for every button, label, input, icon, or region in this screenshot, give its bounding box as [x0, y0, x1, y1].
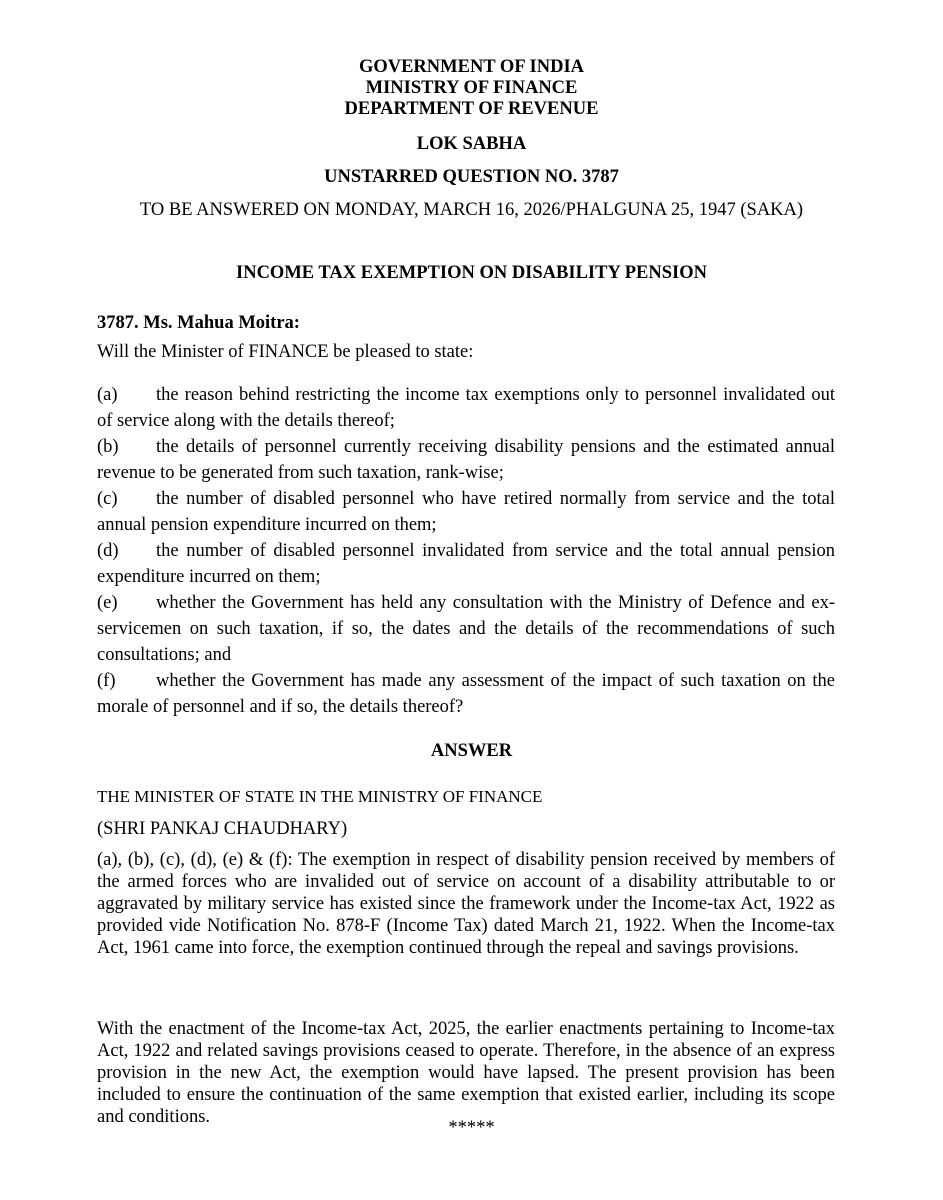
- question-item-text: the number of disabled personnel invalidated from service and the total annual pension expenditure incurred on them;: [97, 541, 835, 587]
- question-item-label: (d): [97, 541, 119, 561]
- question-item-text: whether the Government has held any consultation with the Ministry of Defence and ex-servicemen on such taxation, if so, the dates and the details of the recommendations of such consultations; and: [97, 593, 835, 665]
- question-item-text: the number of disabled personnel who have retired normally from service and the total annual pension expenditure incurred on them;: [97, 489, 835, 535]
- minister-name: (SHRI PANKAJ CHAUDHARY): [97, 819, 348, 839]
- question-item-label: (b): [97, 437, 119, 457]
- question-item-f: [97, 668, 835, 720]
- question-item-label: (f): [97, 671, 116, 691]
- question-item-label: (c): [97, 489, 118, 509]
- question-intro: Will the Minister of FINANCE be pleased to state:: [97, 342, 474, 362]
- question-item-label: (e): [97, 593, 118, 613]
- answer-heading: ANSWER: [430, 741, 513, 761]
- question-item-d: [97, 538, 835, 590]
- house-name: LOK SABHA: [416, 134, 527, 154]
- question-list: [97, 382, 835, 720]
- minister-title: THE MINISTER OF STATE IN THE MINISTRY OF FINANCE: [97, 787, 543, 806]
- answer-paragraph-1: (a), (b), (c), (d), (e) & (f): The exemption in respect of disability pension received by members of the armed forces who are invalided out of service on account of a disability attributable to or aggravated by military service has existed since the framework under the Income-tax Act, 1922 as provided vide Notification No. 878-F (Income Tax) dated March 21, 1922. When the Income-tax Act, 1961 came into force, the exemption continued through the repeal and savings provisions.: [97, 850, 835, 958]
- question-item-a: [97, 382, 835, 434]
- question-item-label: (a): [97, 385, 118, 405]
- header-department: DEPARTMENT OF REVENUE: [344, 99, 599, 119]
- question-number: UNSTARRED QUESTION NO. 3787: [324, 167, 619, 187]
- answer-paragraph-2: With the enactment of the Income-tax Act, 2025, the earlier enactments pertaining to Income-tax Act, 1922 and related savings provisions ceased to operate. Therefore, in the absence of an express provision in the new Act, the exemption would have lapsed. The present provision has been included to ensure the continuation of the same exemption that existed earlier, including its scope and conditions.: [97, 1019, 835, 1127]
- question-subject: INCOME TAX EXEMPTION ON DISABILITY PENSION: [236, 263, 707, 283]
- question-item-c: [97, 486, 835, 538]
- question-item-text: the reason behind restricting the income tax exemptions only to personnel invalidated out of service along with the details thereof;: [97, 385, 835, 431]
- answer-date: TO BE ANSWERED ON MONDAY, MARCH 16, 2026/PHALGUNA 25, 1947 (SAKA): [139, 200, 804, 220]
- end-marker: *****: [448, 1118, 495, 1138]
- header-government: GOVERNMENT OF INDIA: [358, 57, 585, 77]
- question-asker: 3787. Ms. Mahua Moitra:: [97, 313, 300, 333]
- question-item-b: [97, 434, 835, 486]
- question-item-text: whether the Government has made any assessment of the impact of such taxation on the morale of personnel and if so, the details thereof?: [97, 671, 835, 717]
- document-header: [0, 57, 943, 120]
- question-item-text: the details of personnel currently receiving disability pensions and the estimated annual revenue to be generated from such taxation, rank-wise;: [97, 437, 835, 483]
- question-item-e: [97, 590, 835, 668]
- header-ministry: MINISTRY OF FINANCE: [365, 78, 578, 98]
